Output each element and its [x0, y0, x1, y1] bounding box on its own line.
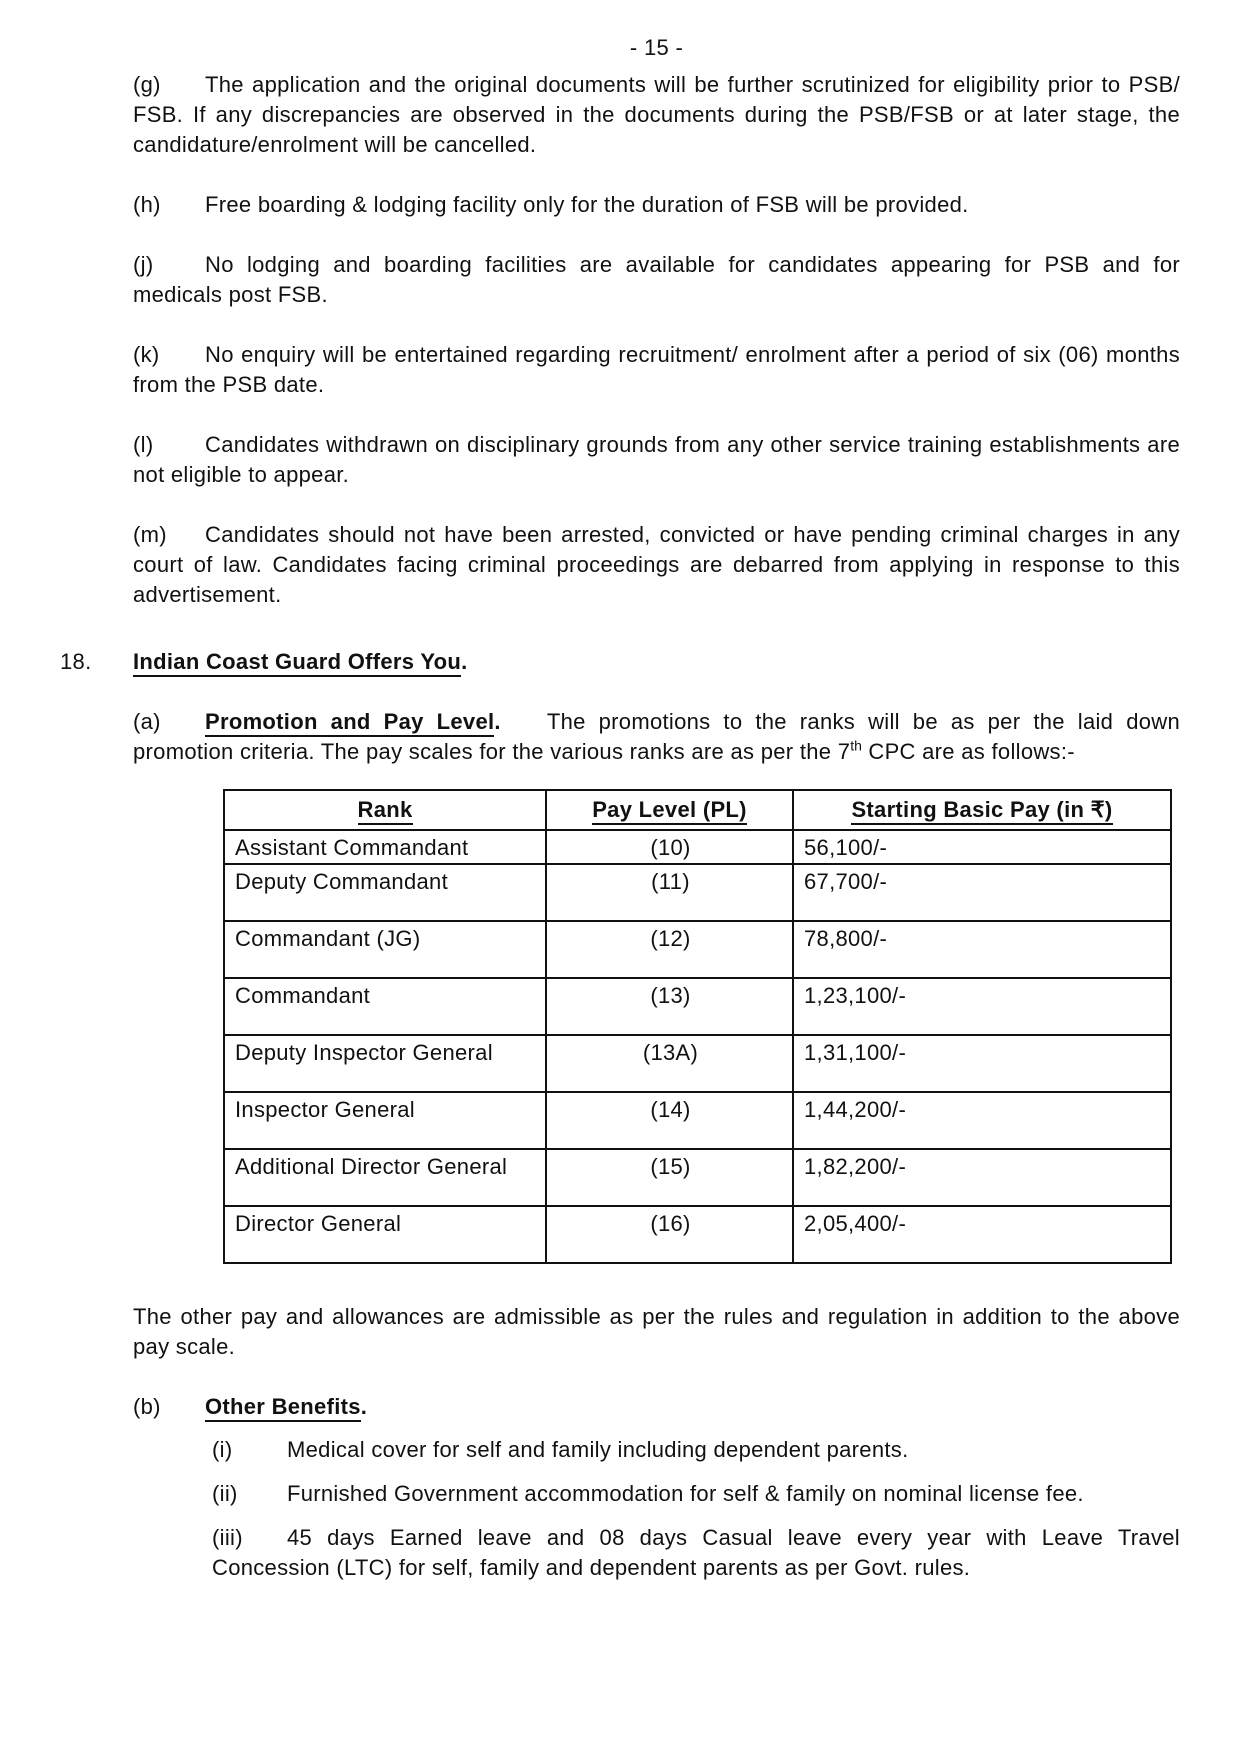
item-a-body-end: CPC are as follows:- [861, 739, 1075, 764]
pay-level-cell: (15) [546, 1149, 793, 1206]
benefit-item-i-text: Medical cover for self and family including dependent parents. [287, 1437, 909, 1462]
rank-cell: Additional Director General [224, 1149, 546, 1206]
paragraph-g-text: The application and the original documents will be further scrutinized for eligibility prior to PSB/ FSB. If any discrepancies are observed in the documents during the PSB/FSB or at later stage, the candidature/enrolment will be cancelled. [133, 72, 1180, 157]
benefit-item-ii-text: Furnished Government accommodation for self & family on nominal license fee. [287, 1481, 1084, 1506]
basic-pay-cell: 1,82,200/- [793, 1149, 1171, 1206]
paragraph-m-text: Candidates should not have been arrested, convicted or have pending criminal charges in any court of law. Candidates facing criminal proceedings are debarred from applying in response to this advertisement. [133, 522, 1180, 607]
paragraph-k-text: No enquiry will be entertained regarding recruitment/ enrolment after a period of six (06) months from the PSB date. [133, 342, 1180, 397]
rank-cell: Commandant (JG) [224, 921, 546, 978]
benefit-item-iii-text: 45 days Earned leave and 08 days Casual leave every year with Leave Travel Concession (LTC) for self, family and dependent parents as per Govt. rules. [212, 1525, 1180, 1580]
paragraph-g-label: (g) [133, 72, 161, 97]
rank-cell: Assistant Commandant [224, 830, 546, 864]
rank-cell: Deputy Commandant [224, 864, 546, 921]
section-18-title-period: . [461, 649, 468, 674]
paragraph-h [133, 190, 1180, 220]
table-row [224, 1092, 1171, 1149]
pay-level-cell: (16) [546, 1206, 793, 1263]
item-a-paragraph [133, 707, 1180, 767]
section-18-number: 18. [60, 649, 92, 674]
rank-cell: Director General [224, 1206, 546, 1263]
table-row [224, 864, 1171, 921]
basic-pay-cell: 1,31,100/- [793, 1035, 1171, 1092]
benefit-item-iii [212, 1523, 1180, 1583]
after-table-paragraph: The other pay and allowances are admissible as per the rules and regulation in addition to the above pay scale. [133, 1304, 1180, 1359]
pay-table-header-pay-level: Pay Level (PL) [546, 790, 793, 830]
section-18-heading [60, 647, 1180, 677]
basic-pay-cell: 56,100/- [793, 830, 1171, 864]
table-row [224, 830, 1171, 864]
paragraph-m [133, 520, 1180, 610]
paragraph-h-label: (h) [133, 192, 161, 217]
pay-table-header-rank: Rank [224, 790, 546, 830]
item-b-label: (b) [133, 1394, 161, 1419]
pay-level-cell: (11) [546, 864, 793, 921]
benefit-item-iii-label: (iii) [212, 1525, 243, 1550]
basic-pay-cell: 1,23,100/- [793, 978, 1171, 1035]
rank-cell: Commandant [224, 978, 546, 1035]
rank-cell: Deputy Inspector General [224, 1035, 546, 1092]
paragraph-m-label: (m) [133, 522, 167, 547]
item-b-heading-period: . [360, 1394, 368, 1419]
paragraph-l-text: Candidates withdrawn on disciplinary grounds from any other service training establishments are not eligible to appear. [133, 432, 1180, 487]
pay-level-cell: (13A) [546, 1035, 793, 1092]
table-row [224, 1206, 1171, 1263]
table-row [224, 978, 1171, 1035]
pay-level-cell: (10) [546, 830, 793, 864]
pay-table-header-row [224, 790, 1171, 830]
item-a-heading: Promotion and Pay Level [205, 709, 494, 737]
pay-table [223, 789, 1172, 1264]
pay-level-cell: (12) [546, 921, 793, 978]
item-b-heading-line [133, 1392, 1180, 1422]
pay-table-container [133, 789, 1180, 1264]
table-row [224, 921, 1171, 978]
table-row [224, 1149, 1171, 1206]
item-a-body: The promotions to the ranks will be as per the laid down promotion criteria. The pay scales for the various ranks are as per the 7 [133, 709, 1180, 764]
table-row [224, 1035, 1171, 1092]
paragraph-k-label: (k) [133, 342, 160, 367]
paragraph-g [133, 70, 1180, 160]
pay-level-cell: (13) [546, 978, 793, 1035]
benefit-item-ii [212, 1479, 1180, 1509]
paragraph-j-text: No lodging and boarding facilities are available for candidates appearing for PSB and for medicals post FSB. [133, 252, 1180, 307]
basic-pay-cell: 67,700/- [793, 864, 1171, 921]
item-b-heading: Other Benefits [205, 1394, 361, 1422]
basic-pay-cell: 78,800/- [793, 921, 1171, 978]
paragraph-j [133, 250, 1180, 310]
pay-table-header-basic-pay: Starting Basic Pay (in ₹) [793, 790, 1171, 830]
paragraph-k [133, 340, 1180, 400]
page-number: - 15 - [629, 35, 684, 60]
paragraph-l [133, 430, 1180, 490]
benefit-item-i-label: (i) [212, 1437, 233, 1462]
pay-level-cell: (14) [546, 1092, 793, 1149]
paragraph-j-label: (j) [133, 252, 154, 277]
paragraph-l-label: (l) [133, 432, 154, 457]
paragraph-h-text: Free boarding & lodging facility only for the duration of FSB will be provided. [205, 192, 969, 217]
item-a-heading-period: . [494, 709, 501, 734]
item-a-label: (a) [133, 709, 161, 734]
benefit-item-ii-label: (ii) [212, 1481, 238, 1506]
item-a-superscript: th [850, 737, 862, 754]
benefit-item-i [212, 1435, 1180, 1465]
basic-pay-cell: 1,44,200/- [793, 1092, 1171, 1149]
basic-pay-cell: 2,05,400/- [793, 1206, 1171, 1263]
section-18-title: Indian Coast Guard Offers You [133, 649, 461, 677]
rank-cell: Inspector General [224, 1092, 546, 1149]
